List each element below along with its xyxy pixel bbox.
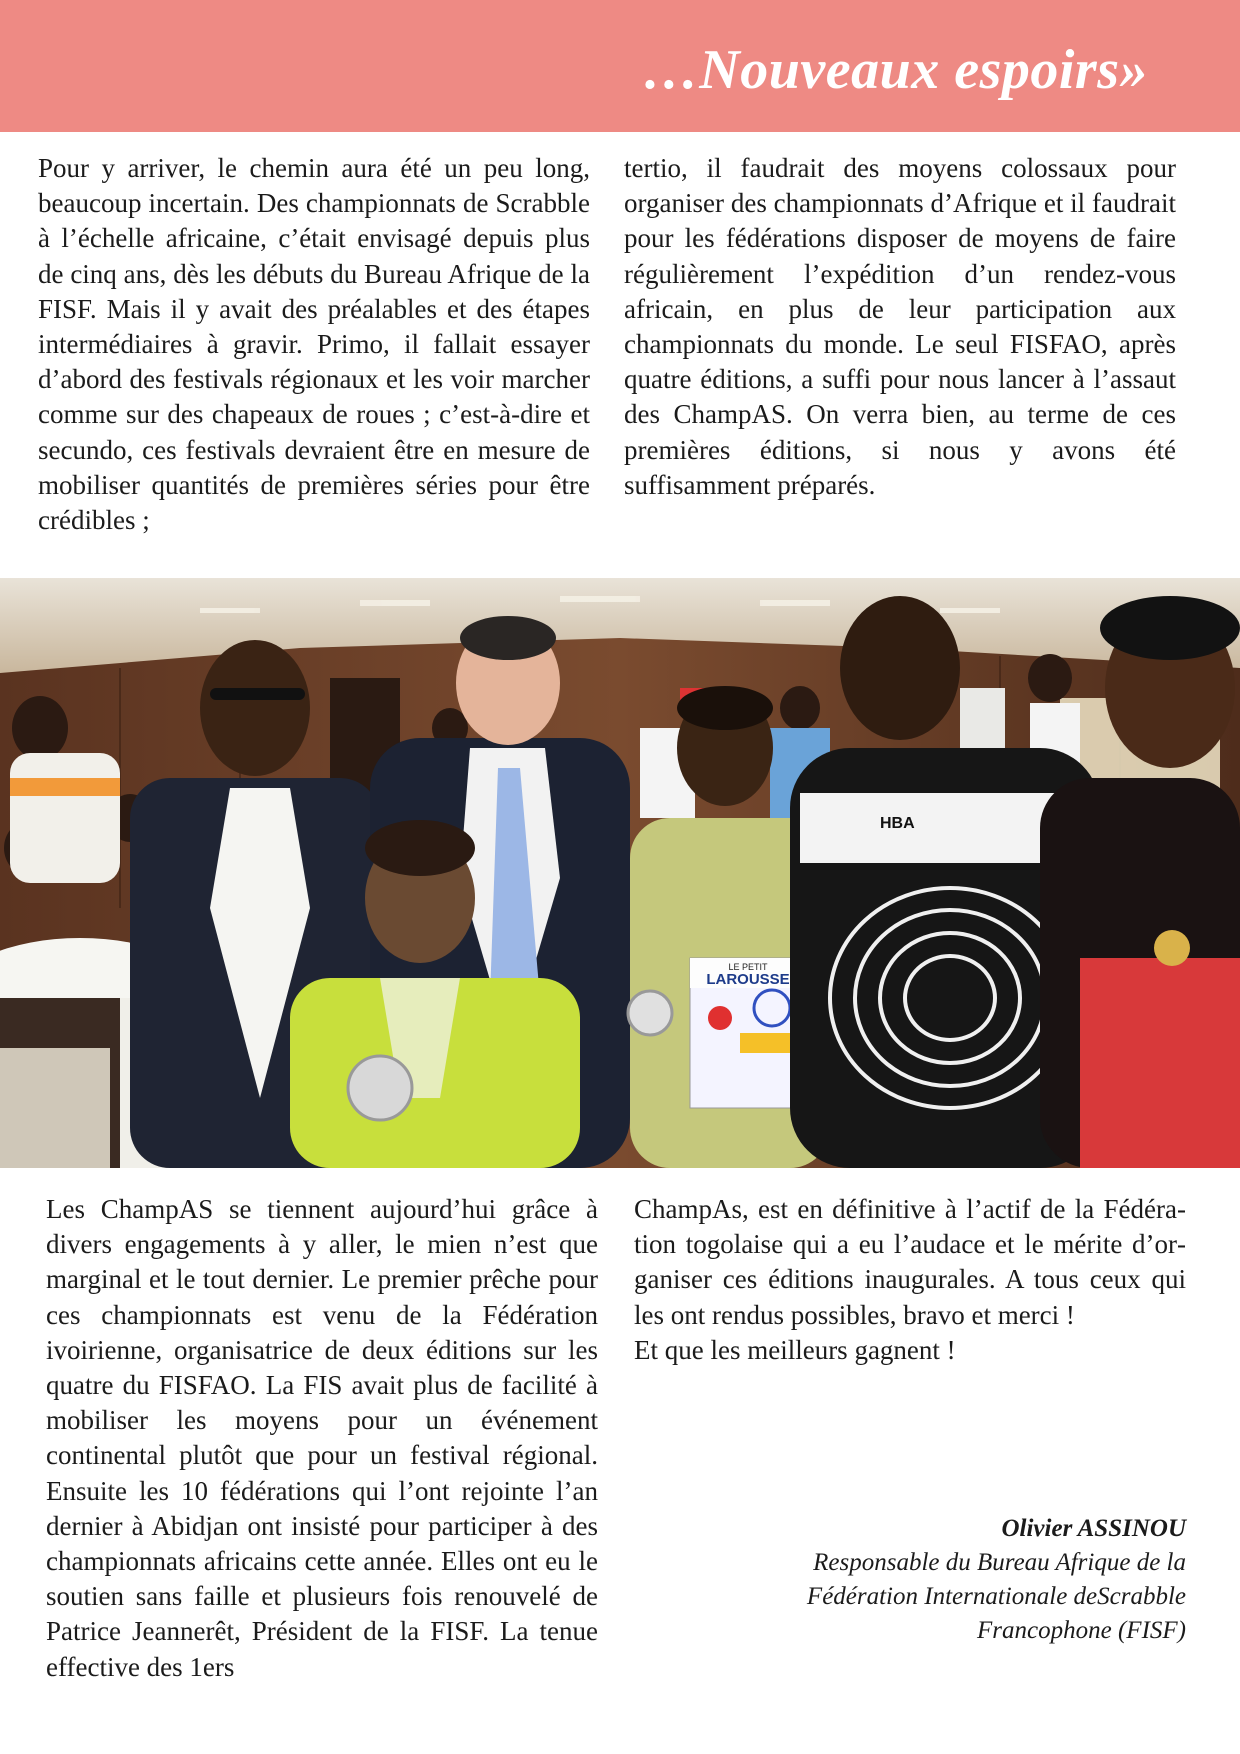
photo-illustration — [0, 578, 1240, 1168]
author-role-line: Francophone (FISF) — [977, 1617, 1186, 1644]
shirt-text: HBA — [880, 815, 915, 832]
article-column-1 — [38, 151, 590, 538]
article-paragraph: ChampAs, est en définitive à l’actif de la Fédération togolaise qui a eu l’audace et le mérite d’organiser ces éditions inaugurales. A tous ceux qui les ont rendus possibles, bravo et merci ! — [634, 1194, 1186, 1330]
article-column-4 — [634, 1192, 1186, 1368]
page-title: …Nouveaux espoirs» — [642, 39, 1148, 101]
article-column-2 — [624, 151, 1176, 503]
article-paragraph: Pour y arriver, le chemin aura été un peu long, beaucoup incertain. Des championnats de Scrabble à l’échelle africaine, c’était envisagé depuis plus de cinq ans, dès les débuts du Bureau Afrique de la FISF. Mais il y avait des préalables et des étapes intermédiaires à gravir. Primo, il fallait essayer d’abord des festivals régionaux et les voir marcher comme sur des chapeaux de roues ; c’est-à-dire et secundo, ces festivals devraient être en mesure de mobiliser quantités de premières séries pour être crédibles ; — [38, 153, 590, 536]
book-title-text: LAROUSSE — [706, 971, 790, 988]
author-role-line: Fédération Internationale deScrabble — [806, 1583, 1186, 1610]
article-closing-line: Et que les meilleurs gagnent ! — [634, 1334, 956, 1365]
author-name: Olivier ASSINOU — [1001, 1515, 1186, 1542]
author-role-line: Responsable du Bureau Afrique de la — [813, 1549, 1186, 1576]
event-photo — [0, 578, 1240, 1168]
article-paragraph: Les ChampAS se tiennent aujourd’hui grâce à divers engagements à y aller, le mien n’est que marginal et le tout dernier. Le premier prêche pour ces championnats est venu de la Fédération ivoirienne, organisatrice de deux éditions sur les quatre du FISFAO. La FIS avait plus de facilité à mobiliser les moyens pour un événement continental plutôt que pour un festival régional. Ensuite les 10 fédérations qui l’ont rejointe l’an dernier à Abidjan ont insisté pour participer à des championnats africains cette année. Elles ont eu le soutien sans faille et plusieurs fois renouvelé de Patrice Jeannerêt, Président de la FISF. La tenue effective des 1ers — [46, 1194, 598, 1682]
article-paragraph: tertio, il faudrait des moyens colossaux pour organiser des championnats d’Afrique et il faudrait pour les fédérations disposer de moyens de faire régulièrement l’expédition d’un rendez-vous africain, en plus de leur participation aux championnats du monde. Le seul FISFAO, après quatre éditions, a suffi pour nous lancer à l’assaut des ChampAS. On verra bien, au terme de ces premières éditions, si nous y avons été suffisamment préparés. — [624, 153, 1176, 500]
article-column-3 — [46, 1192, 598, 1685]
author-signature — [626, 1512, 1186, 1648]
book-small-text: LE PETIT — [728, 962, 768, 972]
header-banner — [0, 0, 1240, 132]
